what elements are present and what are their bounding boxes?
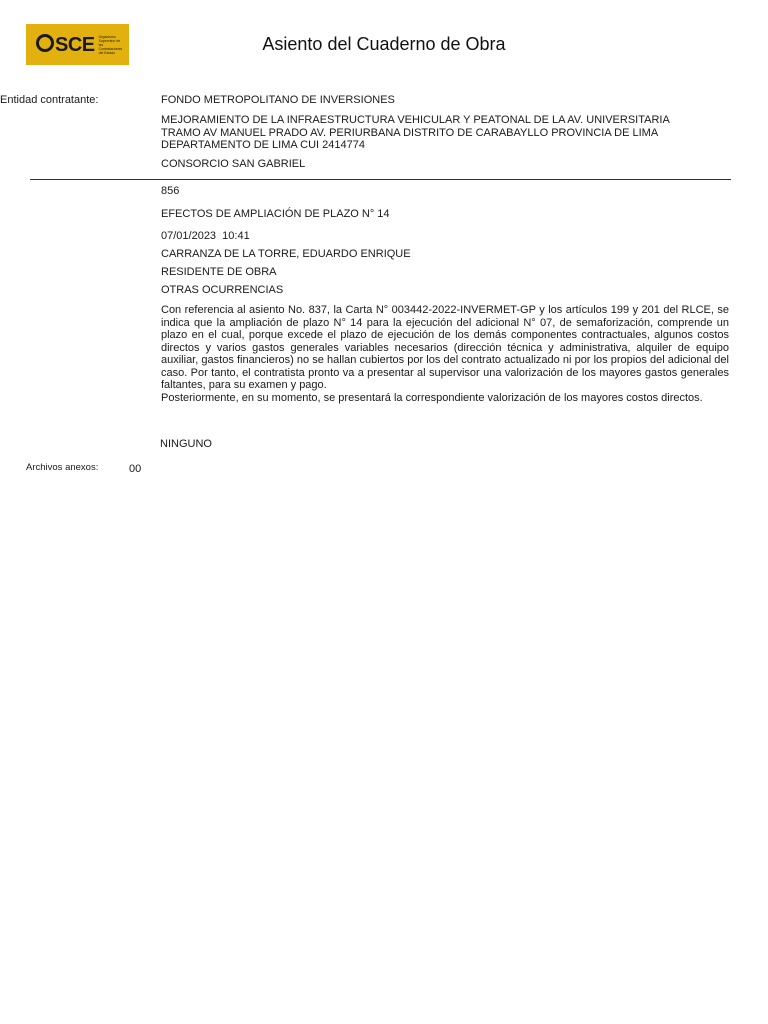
rol-value: RESIDENTE DE OBRA [161,266,277,278]
obra-value [161,114,729,152]
obra-line-3: DEPARTAMENTO DE LIMA CUI 2414774 [161,139,365,151]
descripcion-paragraph-1: Con referencia al asiento No. 837, la Carta N° 003442-2022-INVERMET-GP y los artículos 199 y 201 del RLCE, se indica que la ampliación de plazo N° 14 para la ejecución del adicional N° 07, de semaforización, comprende un plazo en el cual, porque excede el plazo de ejecución de los demás componentes contractuales, algunos costos directos y varios gastos generales variables necesarios (dirección técnica y administrativa, alquiler de equipo auxiliar, gastos financieros) no se hallan cubiertos por los del contrato actualizado ni por los propios del adicional del caso. Por tanto, el contratista pronto va a presentar al supervisor una valorización de los mayores gastos generales faltantes, para su examen y pago. [161,304,729,391]
fecha-value: 07/01/2023 10:41 [161,230,250,242]
contratista-value: CONSORCIO SAN GABRIEL [161,158,306,170]
logo-mark: SCE [36,33,95,57]
entidad-value: FONDO METROPOLITANO DE INVERSIONES [161,94,395,106]
divider [30,179,731,180]
anexos-label: Archivos anexos: [26,462,99,473]
page-title: Asiento del Cuaderno de Obra [262,34,506,54]
obra-line-2: TRAMO AV MANUEL PRADO AV. PERIURBANA DISTRITO DE CARABAYLLO PROVINCIA DE LIMA [161,126,659,139]
descripcion-value [161,304,729,404]
usuario-value: CARRANZA DE LA TORRE, EDUARDO ENRIQUE [161,248,411,260]
referencia-value: NINGUNO [160,438,212,450]
titulo-value: EFECTOS DE AMPLIACIÓN DE PLAZO N° 14 [161,208,390,220]
anexos-value: 00 [129,463,142,475]
tipo-value: OTRAS OCURRENCIAS [161,284,284,296]
descripcion-paragraph-2: Posteriormente, en su momento, se presentará la correspondiente valorización de los mayores costos directos. [161,391,703,404]
obra-line-1: MEJORAMIENTO DE LA INFRAESTRUCTURA VEHICULAR Y PEATONAL DE LA AV. UNIVERSITARIA [161,114,670,126]
logo-subtext: Organismo Supervisor de las Contrataciones del Estado [98,34,123,55]
numero-value: 856 [161,185,180,197]
